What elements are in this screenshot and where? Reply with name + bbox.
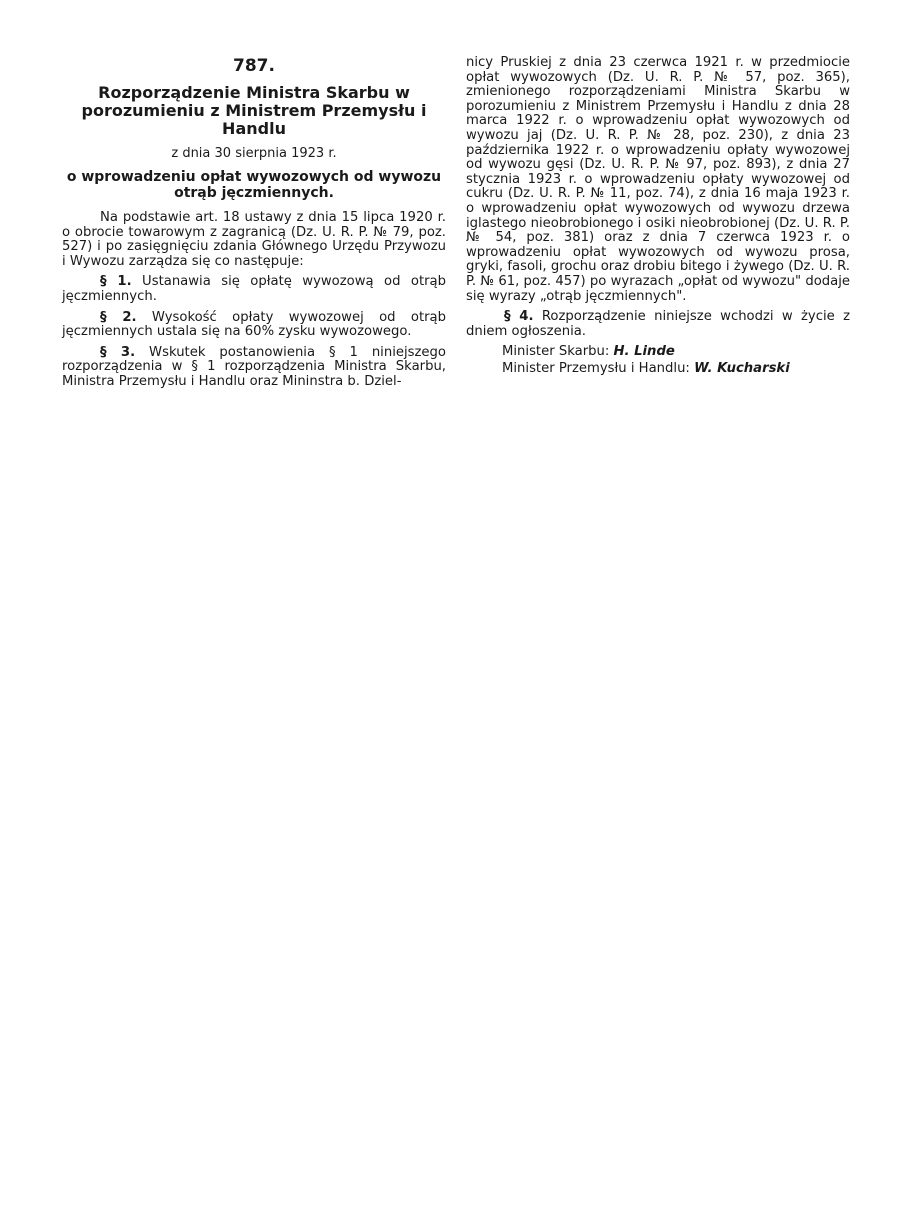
section-3-number: § 3. <box>100 344 136 360</box>
signature-1 <box>466 345 850 360</box>
section-4-number: § 4. <box>504 309 534 325</box>
signature-1-name: H. Linde <box>613 344 675 360</box>
document-title: Rozporządzenie Ministra Skarbu w porozumieniu z Ministrem Przemysłu i Handlu <box>81 83 427 138</box>
section-3 <box>62 346 446 390</box>
section-3-text: Wskutek postanowienia § 1 niniejszego rozporządzenia w § 1 rozporządzenia Ministra Skarbu, Ministra Przemysłu i Handlu oraz Mininstra b. Dziel- <box>62 344 446 389</box>
section-1 <box>62 275 446 304</box>
section-2-number: § 2. <box>100 309 137 325</box>
section-1-number: § 1. <box>100 274 132 290</box>
document-date: z dnia 30 sierpnia 1923 r. <box>171 146 337 161</box>
document-subject: o wprowadzeniu opłat wywozowych od wywozu otrąb jęczmiennych. <box>66 169 442 201</box>
document-number: 787. <box>233 56 275 76</box>
section-2 <box>62 311 446 340</box>
left-column <box>62 56 446 396</box>
section-4-text: Rozporządzenie niniejsze wchodzi w życie z dniem ogłoszenia. <box>466 309 850 339</box>
intro-paragraph: Na podstawie art. 18 ustawy z dnia 15 lipca 1920 r. o obrocie towarowym z zagranicą (Dz. U. R. P. № 79, poz. 527) i po zasięgnięciu zdania Głównego Urzędu Przywozu i Wywozu zarządza się co następuje: <box>62 210 446 269</box>
section-2-text: Wysokość opłaty wywozowej od otrąb jęczmiennych ustala się na 60% zysku wywozowego. <box>62 309 446 340</box>
right-column <box>466 56 850 378</box>
signature-2 <box>466 362 850 377</box>
section-1-text: Ustanawia się opłatę wywozową od otrąb jęczmiennych. <box>62 274 446 304</box>
signature-2-name: W. Kucharski <box>694 360 790 376</box>
section-3-continuation: nicy Pruskiej z dnia 23 czerwca 1921 r. w przedmiocie opłat wywozowych (Dz. U. R. P. № 57, poz. 365), zmienionego rozporządzeniami Ministra Skarbu w porozumieniu z Ministrem Przemysłu i Handlu z dnia 28 marca 1922 r. o wprowadzeniu opłat wywozowych od wywozu jaj (Dz. U. R. P. № 28, poz. 230), z dnia 23 października 1922 r. o wprowadzeniu opłaty wywozowej od wywozu gęsi (Dz. U. R. P. № 97, poz. 893), z dnia 27 stycznia 1923 r. o wprowadzeniu opłaty wywozowej od cukru (Dz. U. R. P. № 11, poz. 74), z dnia 16 maja 1923 r. o wprowadzeniu opłat wywozowych od wywozu drzewa iglastego nieobrobionego i osiki nieobrobionej (Dz. U. R. P. № 54, poz. 381) oraz z dnia 7 czerwca 1923 r. o wprowadzeniu opłat wywozowych od wywozu prosa, gryki, fasoli, grochu oraz drobiu bitego i żywego (Dz. U. R. P. № 61, poz. 457) po wyrazach „opłat od wywozu" dodaje się wyrazy „otrąb jęczmiennych". <box>466 55 850 304</box>
signature-1-role: Minister Skarbu: <box>502 344 610 360</box>
section-4 <box>466 310 850 339</box>
signature-2-role: Minister Przemysłu i Handlu: <box>502 360 690 376</box>
